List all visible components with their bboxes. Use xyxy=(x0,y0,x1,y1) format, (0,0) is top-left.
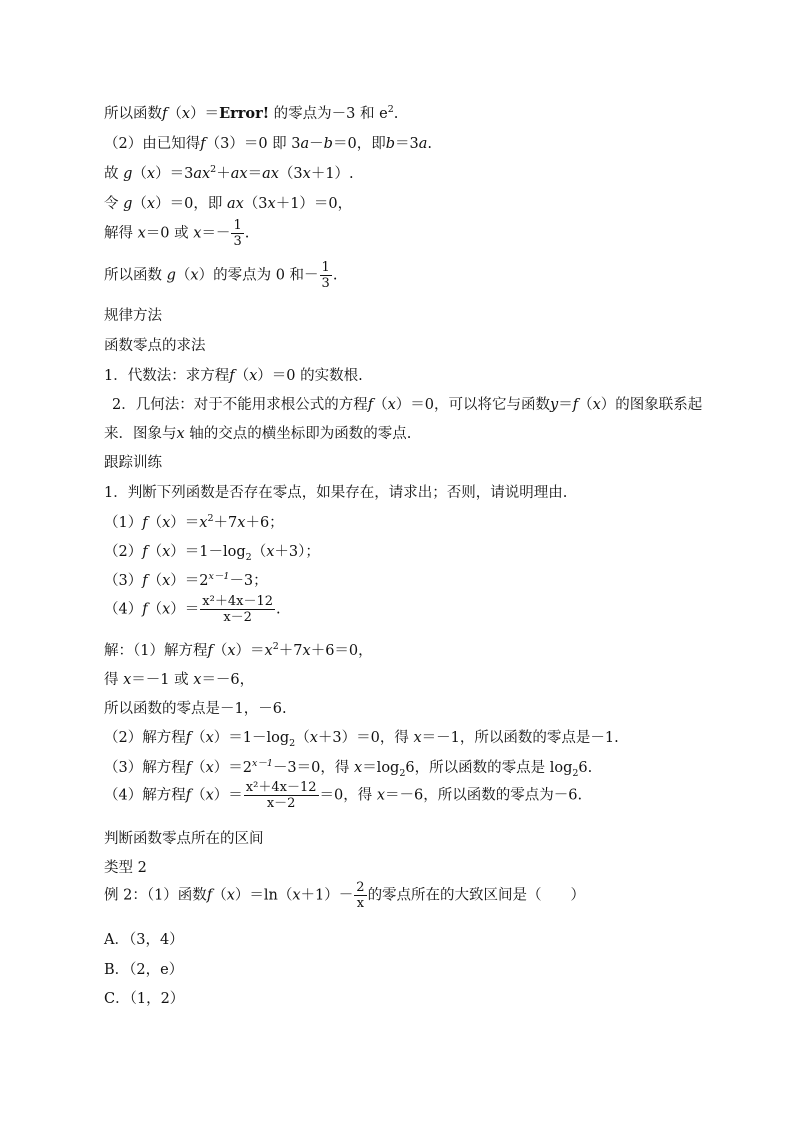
practice-question: 1．判断下列函数是否存在零点，如果存在，请求出；否则，请说明理由. xyxy=(104,485,568,501)
answer-line-6: （4）解方程f（x）＝ $\frac{\text{x²＋4x－12}}{x-2}$ ＝0，得 x＝－6，所以函数的零点为－6. xyxy=(104,780,583,811)
method-1: 1．代数法：求方程f（x）＝0 的实数根. xyxy=(104,368,363,384)
option-a: A．（3，4） xyxy=(104,932,184,948)
solution-line-3: 故 $g(x)=3ax^2+ax=ax(3x+1)$. xyxy=(104,164,354,182)
fraction-rational-function: $\frac{\text{x²＋4x－12}}{x-2}$ xyxy=(202,594,273,625)
answer-line-3: 所以函数的零点是－1，－6. xyxy=(104,701,287,717)
answer-line-2: 得 x＝－1 或 x＝－6， xyxy=(104,672,255,688)
practice-item-1: $(1)f(x)=x^2+7x+6$； xyxy=(104,513,284,531)
fraction-one-third: $\frac{1}{3}$ xyxy=(321,260,330,291)
solution-line-1: 所以函数f（x）＝Error! 的零点为－3 和 $e^2$. xyxy=(104,104,399,122)
option-b: B．（2，e） xyxy=(104,962,184,978)
answer-line-4: （2）解方程$f(x)=1-\log_2(x+3)=0$，得 x＝－1，所以函数的零点是－1. xyxy=(104,730,619,749)
practice-item-2: $(2)f(x)=1-\log_2(x+3)$； xyxy=(104,544,320,563)
section-heading-zero-finding: 函数零点的求法 xyxy=(104,338,206,354)
type-label: 类型 2 xyxy=(104,860,147,876)
fraction-two-over-x: $\frac{2}{x}$ xyxy=(356,880,365,911)
solution-line-6: 所以函数 g（x）的零点为 0 和－ $\frac{1}{3}$ . xyxy=(104,260,338,291)
practice-item-3: $(3)f(x)=2^{x-1}-3$； xyxy=(104,571,268,589)
section-heading-interval: 判断函数零点所在的区间 xyxy=(104,831,264,847)
solution-line-2: （2）由已知得f（3）＝0 即 3a－b＝0，即b＝3a. xyxy=(104,136,432,152)
section-heading-practice: 跟踪训练 xyxy=(104,455,162,471)
error-text: Error! xyxy=(219,105,270,122)
answer-line-5: （3）解方程$f(x)=2^{x-1}-3=0$，得 $x=\log_26$，所以函数的零点是 $\log_26$. xyxy=(104,758,593,779)
fraction-rational-function: $\frac{\text{x²＋4x－12}}{x-2}$ xyxy=(245,780,317,811)
fraction-one-third: $\frac{1}{3}$ xyxy=(233,218,242,249)
option-c: C．（1，2） xyxy=(104,991,185,1007)
method-2: 2．几何法：对于不能用求根公式的方程f（x）＝0，可以将它与函数y＝f（x）的图象联系起来．图象与x 轴的交点的横坐标即为函数的零点. xyxy=(104,397,703,442)
solution-line-5: 解得 x＝0 或 x＝－ $\frac{1}{3}$ . xyxy=(104,218,250,249)
answer-line-1: 解：（1）解方程$f(x)=x^2+7x+6=0$， xyxy=(104,641,373,659)
example-2: 例 2：（1）函数f（x）＝ln（x＋1）－ $\frac{2}{x}$ 的零点所在的大致区间是（ ） xyxy=(104,880,586,911)
solution-line-4: 令 g（x）＝0，即 ax（3x＋1）＝0， xyxy=(104,196,353,212)
practice-item-4: （4）f（x）＝ $\frac{\text{x²＋4x－12}}{x-2}$ . xyxy=(104,594,281,625)
section-heading-method: 规律方法 xyxy=(104,308,162,324)
